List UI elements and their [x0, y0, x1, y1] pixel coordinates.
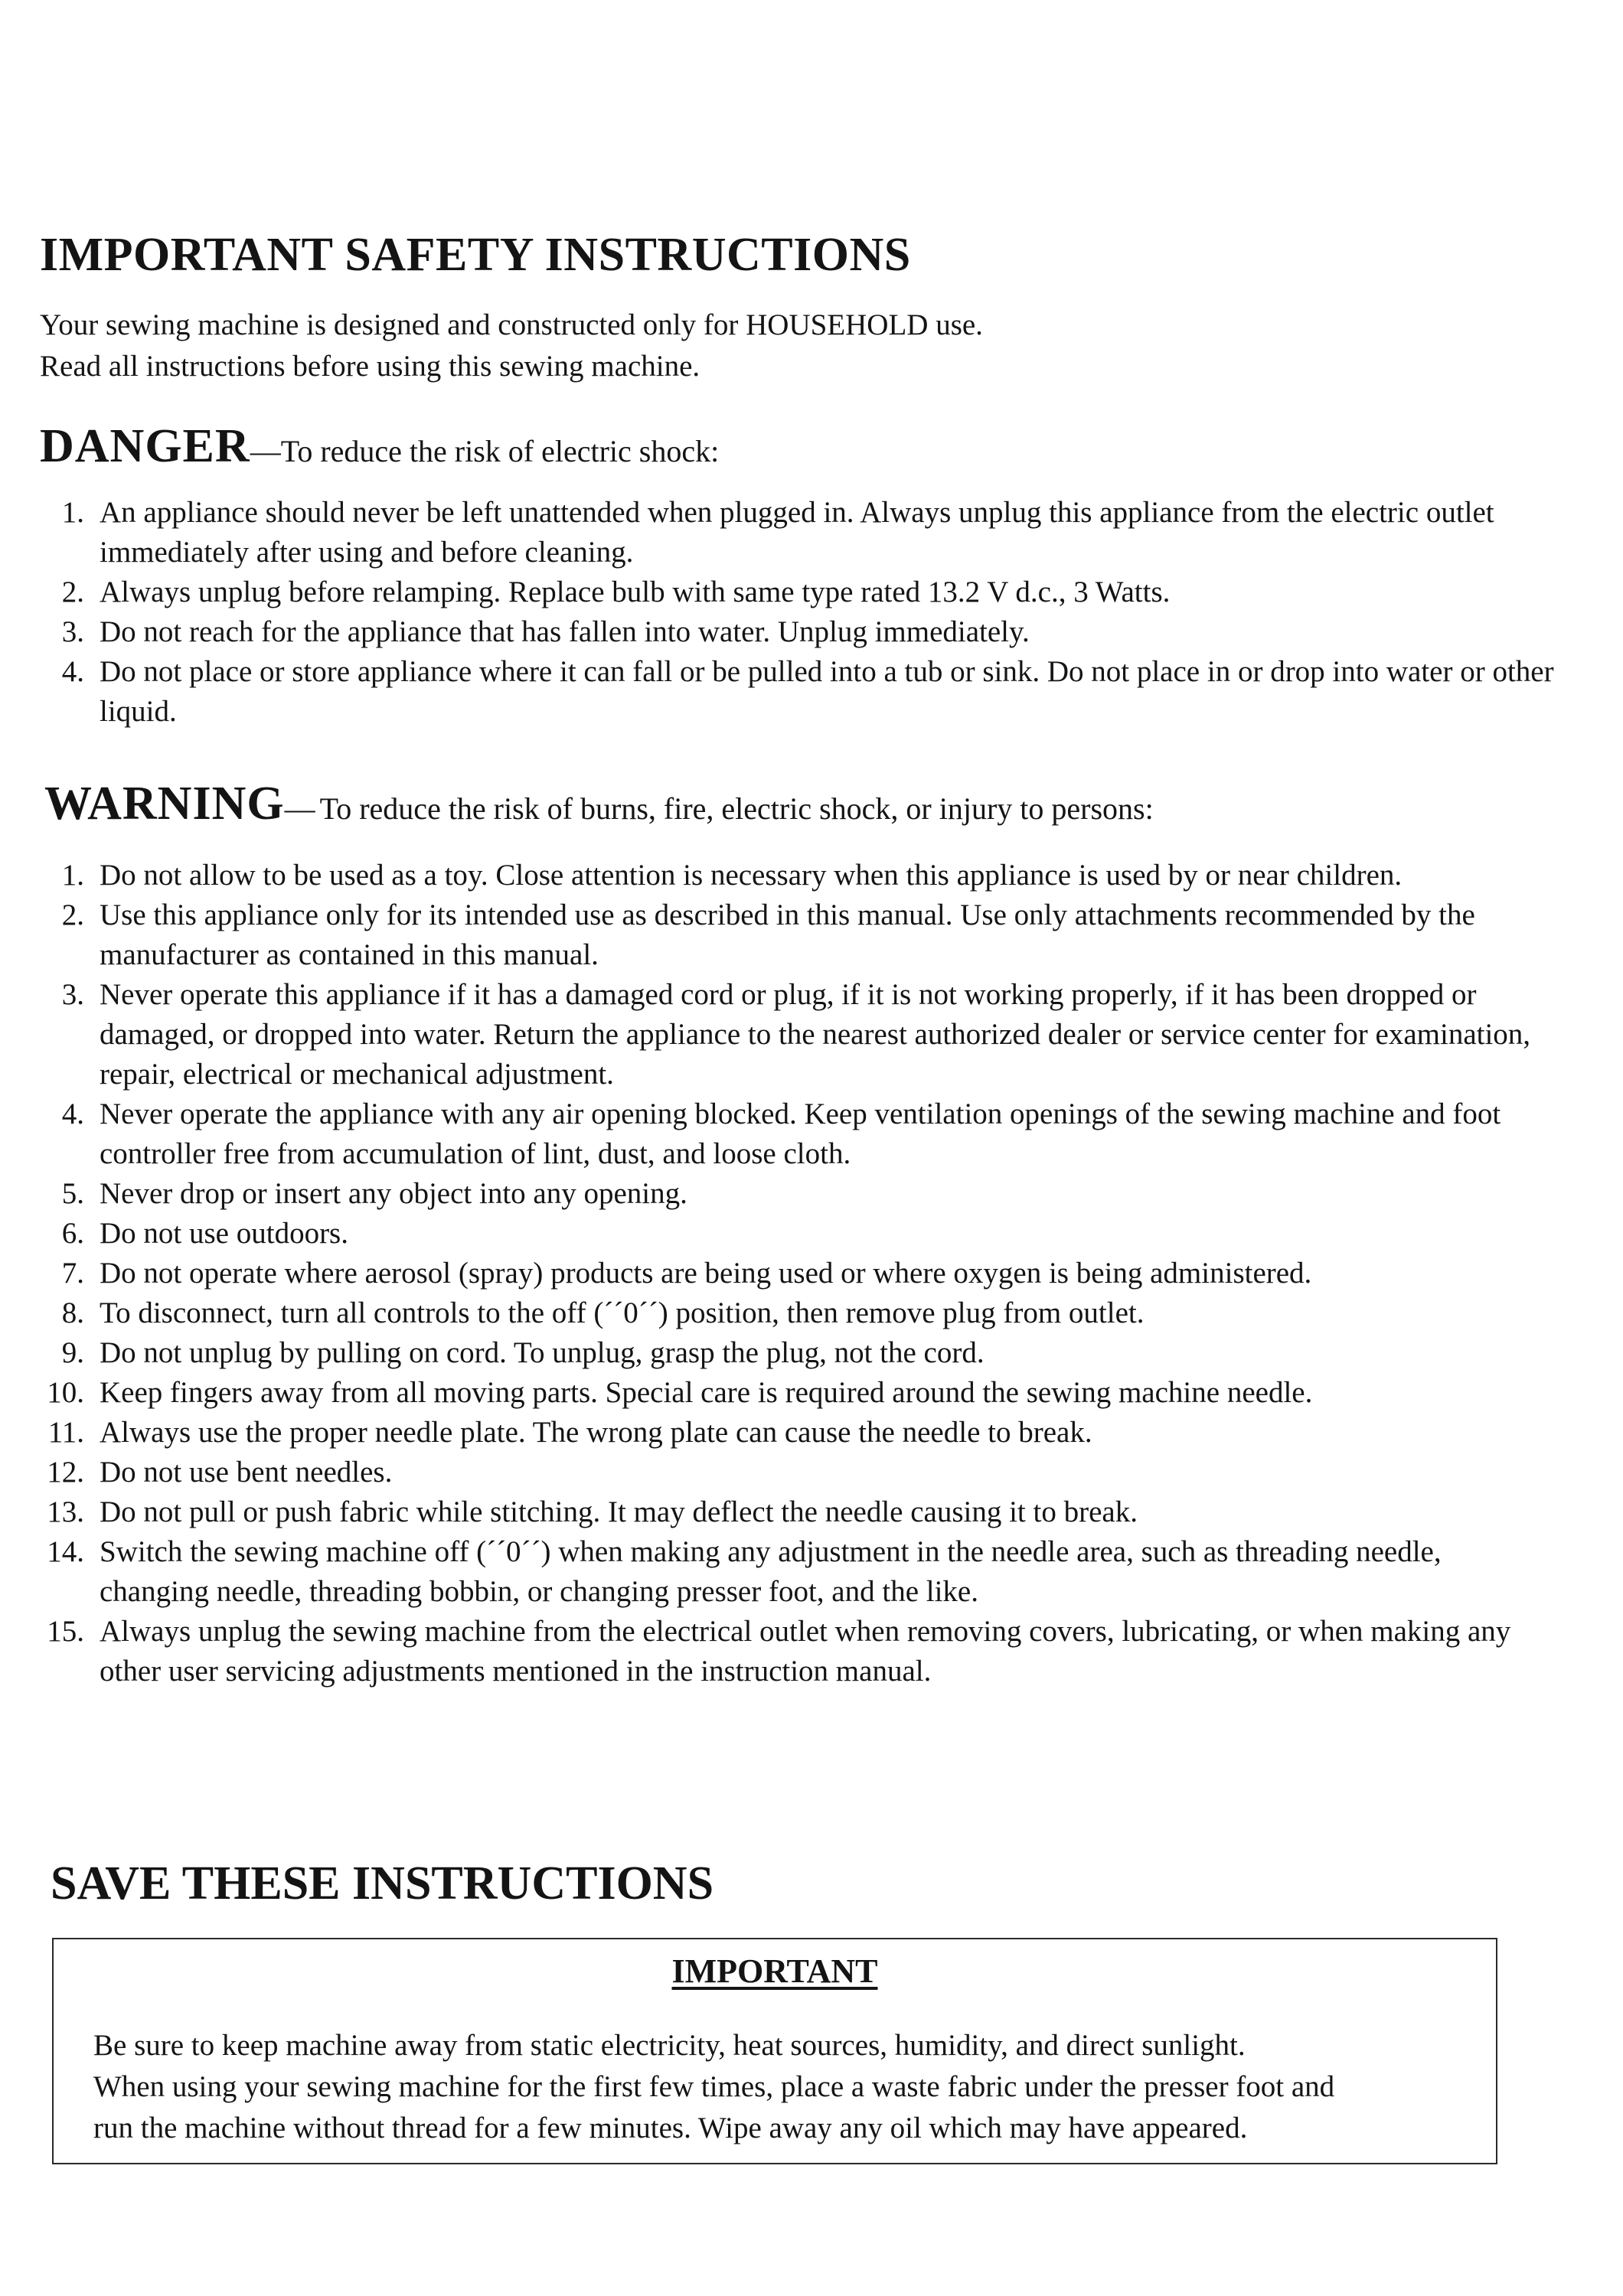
list-item	[31, 1214, 1554, 1254]
item-text: Do not use outdoors.	[100, 1217, 348, 1250]
danger-label: DANGER	[40, 420, 250, 472]
item-text: Do not unplug by pulling on cord. To unplug, grasp the plug, not the cord.	[100, 1336, 985, 1369]
item-number: 12.	[47, 1456, 84, 1489]
danger-dash: —	[250, 434, 281, 468]
list-item	[31, 1174, 1554, 1214]
warning-list	[31, 856, 1554, 1691]
list-item	[31, 1492, 1554, 1532]
item-text: Do not pull or push fabric while stitching. It may deflect the needle causing it to break.	[100, 1495, 1138, 1528]
item-number: 2.	[61, 576, 84, 608]
important-notice-box	[52, 1938, 1497, 2164]
page-title: IMPORTANT SAFETY INSTRUCTIONS	[40, 229, 911, 281]
intro-text	[40, 305, 983, 387]
intro-line: Your sewing machine is designed and constructed only for HOUSEHOLD use.	[40, 308, 983, 341]
item-text: Do not operate where aerosol (spray) products are being used or where oxygen is being administered.	[100, 1257, 1312, 1290]
item-number: 10.	[47, 1376, 84, 1409]
list-item	[31, 652, 1554, 732]
item-number: 3.	[61, 615, 84, 648]
list-item	[31, 1293, 1554, 1333]
list-item	[31, 1413, 1554, 1453]
item-text: Do not reach for the appliance that has fallen into water. Unplug immediately.	[100, 615, 1030, 648]
notice-title: IMPORTANT	[671, 1952, 878, 1990]
item-text: Always unplug before relamping. Replace bulb with same type rated 13.2 V d.c., 3 Watts.	[100, 576, 1171, 608]
item-text: Use this appliance only for its intended use as described in this manual. Use only attachments recommended by the manufacturer as contained in this manual.	[100, 899, 1475, 971]
warning-heading	[44, 777, 1154, 831]
intro-line: Read all instructions before using this sewing machine.	[40, 350, 700, 383]
item-number: 15.	[47, 1615, 84, 1648]
danger-subtitle: To reduce the risk of electric shock:	[280, 434, 720, 468]
save-instructions-heading: SAVE THESE INSTRUCTIONS	[51, 1857, 714, 1910]
list-item	[31, 1254, 1554, 1293]
notice-line: Be sure to keep machine away from static electricity, heat sources, humidity, and direct sunlight.	[93, 2029, 1246, 2062]
item-number: 5.	[61, 1177, 84, 1210]
item-text: Never drop or insert any object into any opening.	[100, 1177, 687, 1210]
item-number: 9.	[61, 1336, 84, 1369]
notice-body	[93, 2025, 1471, 2149]
notice-line: When using your sewing machine for the first few times, place a waste fabric under the presser foot and	[93, 2070, 1335, 2103]
list-item	[31, 1333, 1554, 1373]
item-number: 1.	[61, 496, 84, 529]
item-text: Keep fingers away from all moving parts. Special care is required around the sewing machine needle.	[100, 1376, 1313, 1409]
warning-subtitle: To reduce the risk of burns, fire, electric shock, or injury to persons:	[319, 791, 1154, 826]
item-text: Do not place or store appliance where it can fall or be pulled into a tub or sink. Do not place in or drop into water or other liquid.	[100, 655, 1554, 728]
warning-dash: —	[284, 791, 315, 826]
list-item	[31, 1453, 1554, 1492]
list-item	[31, 493, 1554, 572]
notice-line: run the machine without thread for a few minutes. Wipe away any oil which may have appeared.	[93, 2112, 1248, 2144]
list-item	[31, 1532, 1554, 1612]
item-number: 11.	[47, 1416, 84, 1449]
item-number: 1.	[61, 859, 84, 892]
item-text: Never operate the appliance with any air opening blocked. Keep ventilation openings of the sewing machine and foot controller free from accumulation of lint, dust, and loose cloth.	[100, 1097, 1501, 1170]
item-text: To disconnect, turn all controls to the off (´´0´´) position, then remove plug from outlet.	[100, 1296, 1145, 1329]
list-item	[31, 1612, 1554, 1691]
danger-heading	[40, 419, 719, 474]
danger-list	[31, 493, 1554, 732]
list-item	[31, 612, 1554, 652]
item-text: Switch the sewing machine off (´´0´´) when making any adjustment in the needle area, such as threading needle, changing needle, threading bobbin, or changing presser foot, and the like.	[100, 1535, 1442, 1608]
list-item	[31, 572, 1554, 612]
item-number: 4.	[61, 655, 84, 688]
item-text: Do not allow to be used as a toy. Close attention is necessary when this appliance is used by or near children.	[100, 859, 1403, 892]
list-item	[31, 975, 1554, 1094]
item-number: 8.	[61, 1296, 84, 1329]
item-number: 13.	[47, 1495, 84, 1528]
item-text: Always use the proper needle plate. The wrong plate can cause the needle to break.	[100, 1416, 1092, 1449]
item-number: 2.	[61, 899, 84, 931]
item-number: 7.	[61, 1257, 84, 1290]
item-text: Always unplug the sewing machine from the electrical outlet when removing covers, lubricating, or when making any other user servicing adjustments mentioned in the instruction manual.	[100, 1615, 1511, 1688]
item-text: Do not use bent needles.	[100, 1456, 393, 1489]
list-item	[31, 1094, 1554, 1174]
list-item	[31, 1373, 1554, 1413]
item-text: An appliance should never be left unattended when plugged in. Always unplug this appliance from the electric outlet immediately after using and before cleaning.	[100, 496, 1494, 569]
item-number: 14.	[47, 1535, 84, 1568]
item-number: 6.	[61, 1217, 84, 1250]
item-number: 4.	[61, 1097, 84, 1130]
item-number: 3.	[61, 978, 84, 1011]
warning-label: WARNING	[44, 778, 285, 830]
list-item	[31, 856, 1554, 895]
item-text: Never operate this appliance if it has a damaged cord or plug, if it is not working properly, if it has been dropped or damaged, or dropped into water. Return the appliance to the nearest authorized dealer or service center for examination, repair, electrical or mechanical adjustment.	[100, 978, 1531, 1091]
list-item	[31, 895, 1554, 975]
